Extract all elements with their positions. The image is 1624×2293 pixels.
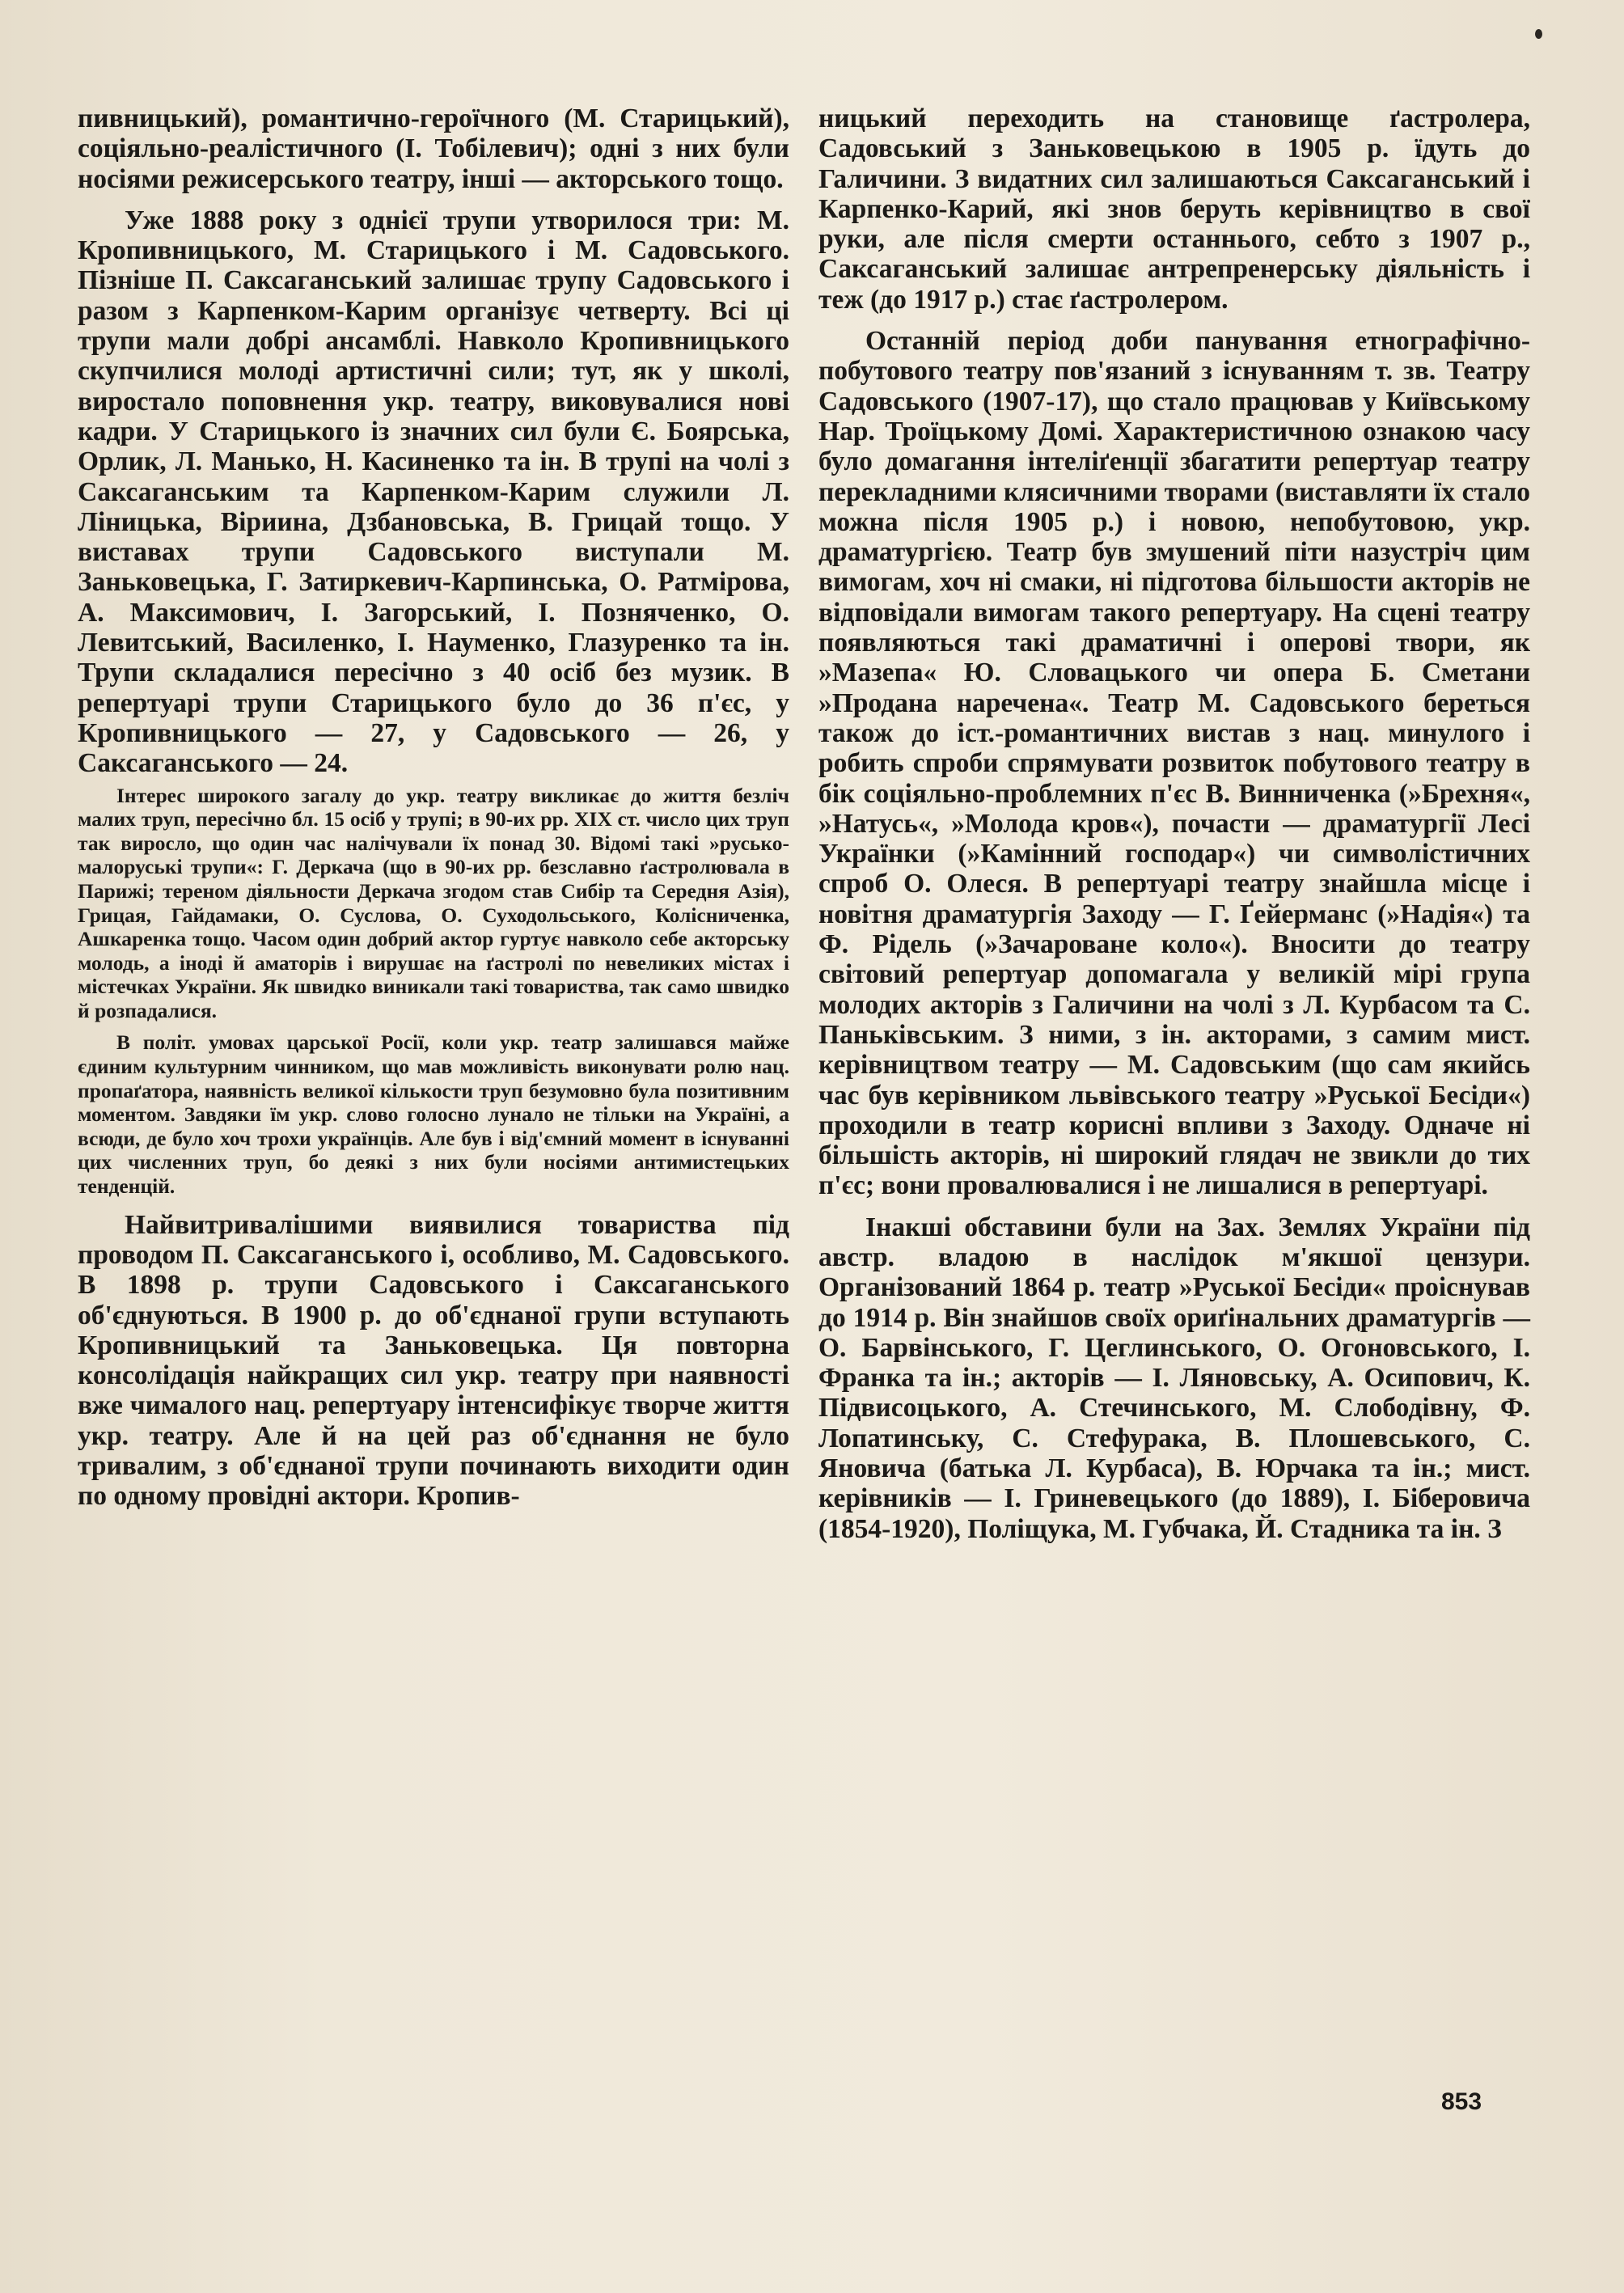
paragraph: ницький переходить на становище ґастролера, Садовський з Заньковецькою в 1905 р. їдуть до Галичини. З видатних сил залишаються Саксаганський і Карпенко-Карий, які знов беруть керівництво в свої руки, але після смерти останнього, себто з 1907 р., Саксаганський залишає антрепренерську діяльність і теж (до 1917 р.) стає ґастролером. — [818, 104, 1530, 315]
paragraph: Інакші обставини були на Зах. Землях України під австр. владою в наслідок м'якшої цензури. Організований 1864 р. театр »Руської Бесіди« проіснував до 1914 р. Він знайшов своїх ориґінальних драматургів — О. Барвінського, Г. Цеглинського, О. Огоновського, І. Франка та ін.; акторів — І. Ляновську, А. Осипович, К. Підвисоцького, А. Стечинського, М. Слободівну, Ф. Лопатинську, С. Стефурака, В. Плошевського, С. Яновича (батька Л. Курбаса), В. Юрчака та ін.; мист. керівників — І. Гриневецького (до 1889), І. Біберовича (1854-1920), Поліщука, М. Губчака, Й. Стадника та ін. З — [818, 1212, 1530, 1544]
small-paragraph: В політ. умовах царської Росії, коли укр. театр залишався майже єдиним культурним чинником, що мав можливість виконувати ролю нац. пропаґатора, наявність великої кількости труп безумовно була позитивним моментом. Завдяки їм укр. слово голосно лунало не тільки на Україні, а всюди, де було хоч трохи українців. Але був і від'ємний момент в існуванні цих численних труп, бо деякі з них були носіями антимистецьких тенденцій. — [78, 1030, 789, 1199]
paragraph: пивницький), романтично-героїчного (М. Старицький), соціяльно-реалістичного (І. Тобілевич); одні з них були носіями режисерського театру, інші — акторського тощо. — [78, 104, 789, 194]
page-number: 853 — [1441, 2088, 1482, 2115]
left-column — [78, 104, 789, 1512]
paragraph: Останній період доби панування етнографічно-побутового театру пов'язаний з існуванням т. зв. Театру Садовського (1907-17), що стало працював у Київському Нар. Троїцькому Домі. Характеристичною ознакою часу було домагання інтеліґенції збагатити репертуар театру перекладними клясичними творами (виставляти їх стало можна після 1905 р.) і новою, непобутовою, укр. драматургією. Театр був змушений піти назустріч цим вимогам, хоч ні смаки, ні підготова більшости акторів не відповідали вимогам такого репертуару. На сцені театру появляються такі драматичні і оперові твори, як »Мазепа« Ю. Словацького чи опера Б. Сметани »Продана наречена«. Театр М. Садовського береться також до іст.-романтичних вистав з нац. минулого і робить спроби спрямувати розвиток побутового театру в бік соціяльно-проблемних п'єс В. Винниченка (»Брехня«, »Натусь«, »Молода кров«), почасти — драматургії Лесі Українки (»Камінний господар«) чи символістичних спроб О. Олеся. В репертуарі театру знайшла місце і новітня драматургія Заходу — Г. Ґейерманс (»Надія«) та Ф. Рідель (»Зачароване коло«). Вносити до театру світовий репертуар допомагала у великій мірі група молодих акторів з Галичини на чолі з Л. Курбасом та С. Паньківським. З ними, з ін. акторами, з самим мист. керівництвом театру — М. Садовським (що сам якийсь час був керівником львівського театру »Руської Бесіди«) проходили в театр корисні впливи з Заходу. Одначе ні більшість акторів, ні широкий глядач не звикли до тих п'єс; вони провалювалися і не лишалися в репертуарі. — [818, 326, 1530, 1201]
paragraph: Уже 1888 року з однієї трупи утворилося три: М. Кропивницького, М. Старицького і М. Садовського. Пізніше П. Саксаганський залишає трупу Садовського і разом з Карпенком-Карим організує четверту. Всі ці трупи мали добрі ансамблі. Навколо Кропивницького скупчилися молоді артистичні сили; тут, як у школі, виростало поповнення укр. театру, виковувалися нові кадри. У Старицького із значних сил були Є. Боярська, Орлик, Л. Манько, Н. Касиненко та ін. В трупі на чолі з Саксаганським та Карпенком-Карим служили Л. Ліницька, Віриина, Дзбановська, В. Грицай тощо. У виставах трупи Садовського виступали М. Заньковецька, Г. Затиркевич-Карпинська, О. Ратмірова, А. Максимович, І. Загорський, І. Позняченко, О. Левитський, Василенко, І. Науменко, Глазуренко та ін. Трупи складалися пересічно з 40 осіб без музик. В репертуарі трупи Старицького було до 36 п'єс, у Кропивницького — 27, у Садовського — 26, у Саксаганського — 24. — [78, 205, 789, 779]
right-column — [818, 104, 1530, 1544]
paragraph: Найвитривалішими виявилися товариства під проводом П. Саксаганського і, особливо, М. Садовського. В 1898 р. трупи Садовського і Саксаганського об'єднуються. В 1900 р. до об'єднаної групи вступають Кропивницький та Заньковецька. Ця повторна консолідація найкращих сил укр. театру при наявності вже чималого нац. репертуару інтенсифікує творче життя укр. театру. Але й на цей раз об'єднання не було тривалим, з об'єднаної трупи починають виходити один по одному провідні актори. Кропив- — [78, 1209, 789, 1512]
small-paragraph: Інтерес широкого загалу до укр. театру викликає до життя безліч малих труп, пересічно бл. 15 осіб у трупі; в 90-их рр. XIX ст. число цих труп так виросло, що один час налічували їх понад 30. Відомі такі »русько-малоруські трупи«: Г. Деркача (що в 90-их рр. безславно ґастролювала в Парижі; тереном діяльности Деркача згодом став Сибір та Середня Азія), Грицая, Гайдамаки, О. Суслова, О. Суходольського, Колісниченка, Ашкаренка тощо. Часом один добрий актор гуртує навколо себе акторську молодь, а іноді й аматорів і вирушає на ґастролі по невеликих містах і містечках України. Як швидко виникали такі товариства, так само швидко й розпадалися. — [78, 783, 789, 1022]
print-mark — [1535, 29, 1542, 39]
